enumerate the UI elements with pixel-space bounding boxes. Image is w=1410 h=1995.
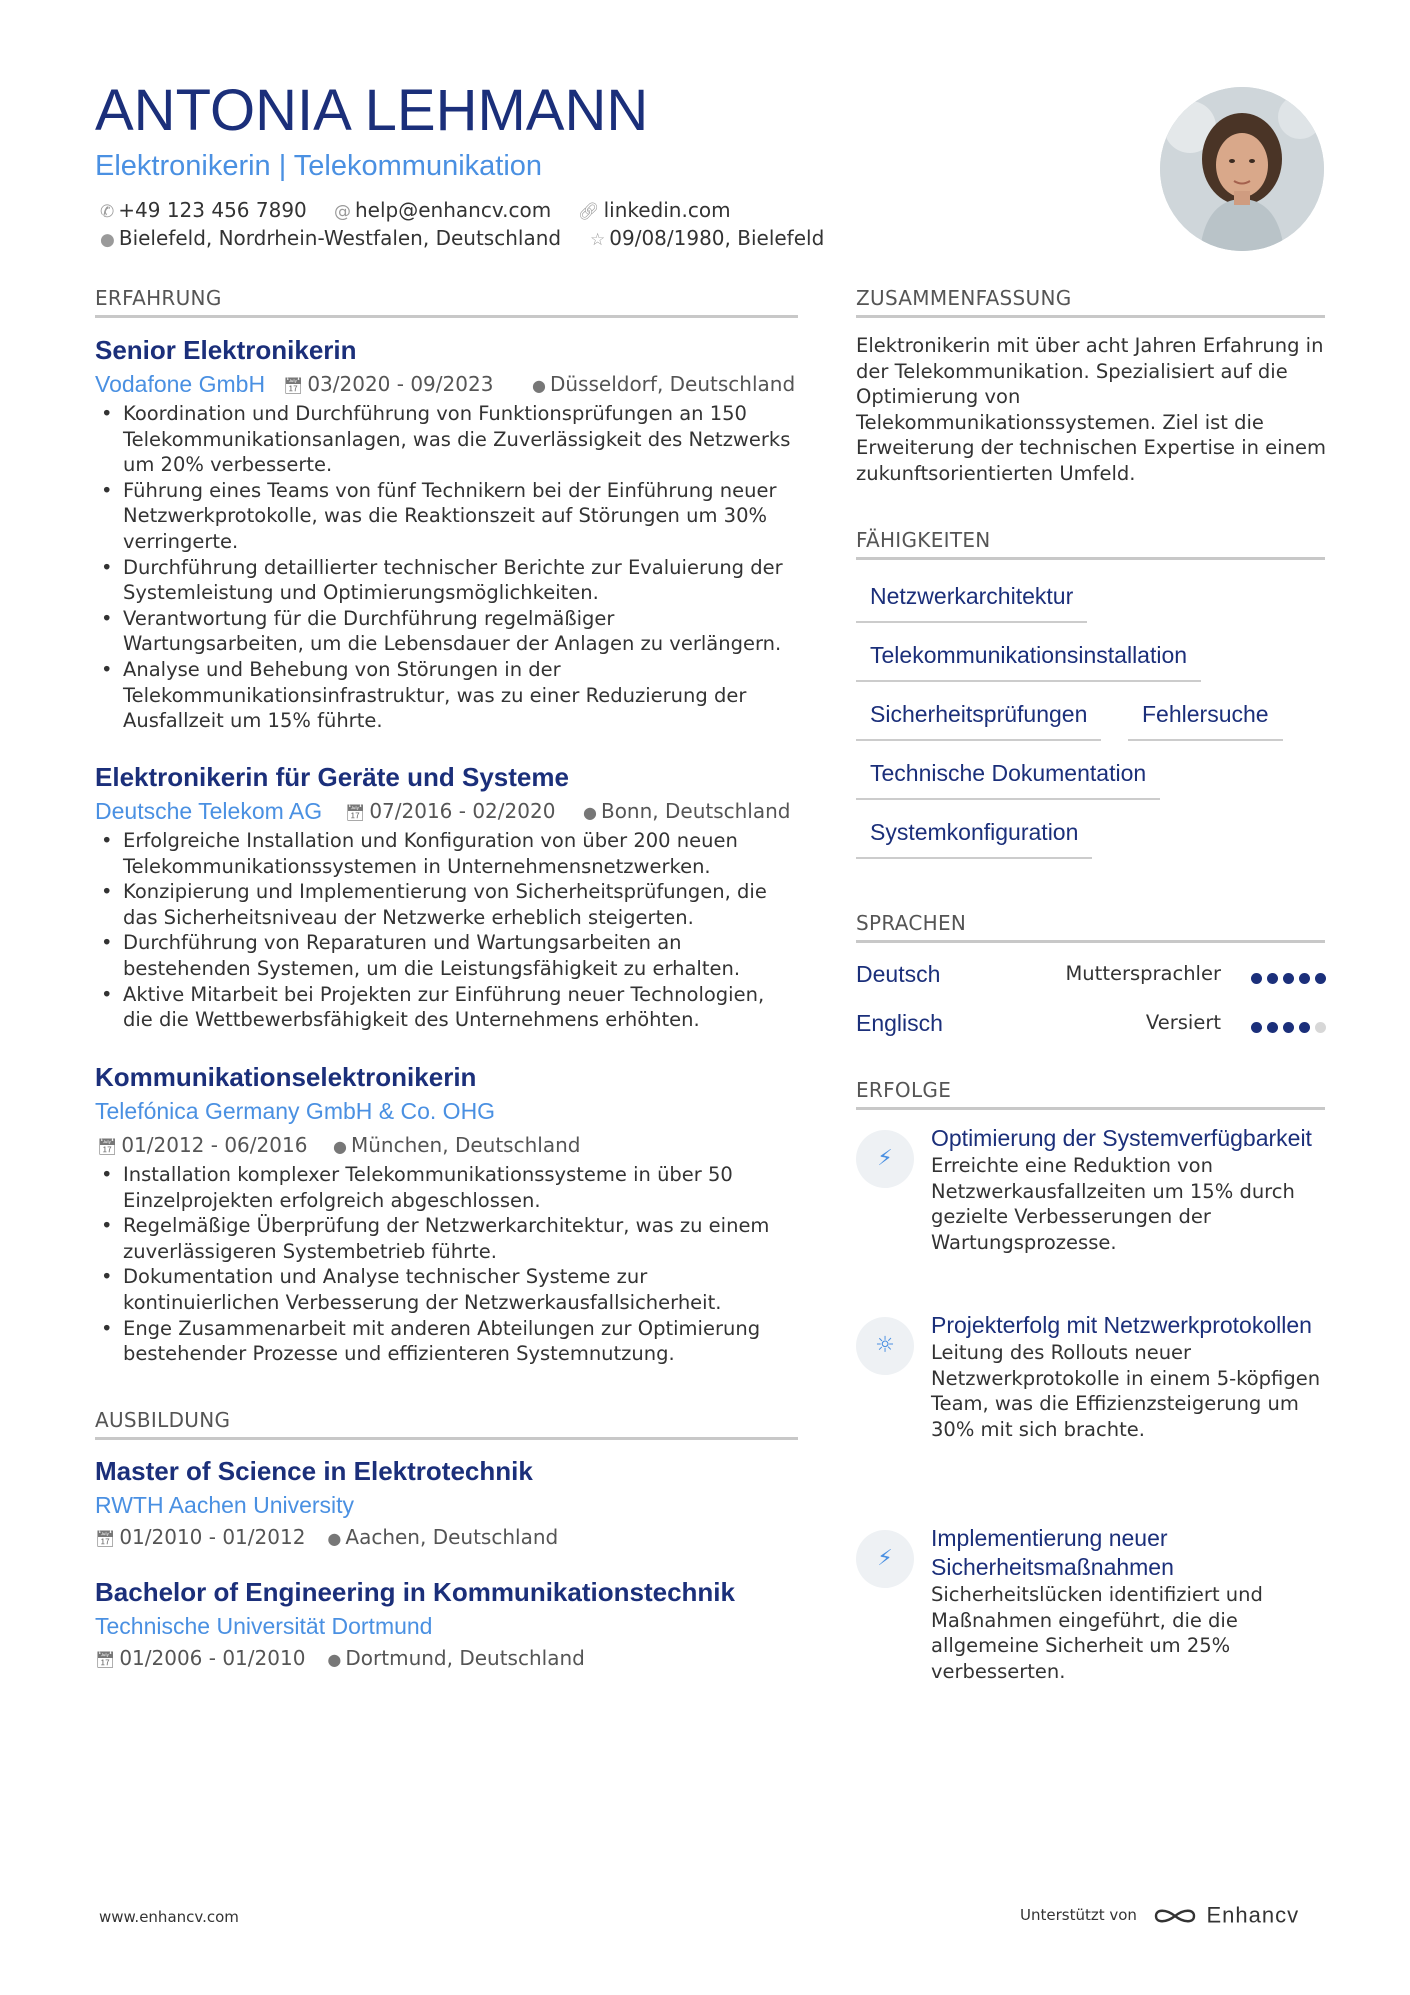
skill-tag: Systemkonfiguration — [856, 815, 1092, 859]
education-location: Aachen, Deutschland — [345, 1525, 559, 1549]
achievement-title: Projekterfolg mit Netzwerkprotokollen — [931, 1312, 1312, 1338]
lightbulb-icon: ☼ — [856, 1317, 914, 1375]
job-3 — [95, 1060, 800, 1367]
education-meta — [95, 1643, 800, 1675]
language-row — [856, 957, 1326, 991]
rating-dot-filled — [1251, 1022, 1262, 1033]
job-dates-text: 07/2016 - 02/2020 — [369, 799, 556, 823]
rating-dot-filled — [1251, 973, 1262, 984]
rating-dot-empty — [1315, 1022, 1326, 1033]
language-level: Muttersprachler — [1065, 962, 1221, 985]
job-bullet: • Erfolgreiche Installation und Konfiguration von über 200 neuen Telekommunikationssystemen in Unternehmensnetzwerken. — [95, 828, 800, 879]
section-summary-header: ZUSAMMENFASSUNG — [856, 285, 1325, 318]
job-meta — [95, 367, 800, 401]
job-location — [532, 367, 795, 403]
job-bullet: • Installation komplexer Telekommunikationssysteme in über 50 Einzelprojekten erfolgreich abgeschlossen. — [95, 1162, 800, 1213]
job-location — [333, 1128, 580, 1164]
candidate-name: ANTONIA LEHMANN — [95, 78, 649, 143]
calendar-icon: 📅︎ — [345, 803, 366, 822]
language-level: Versiert — [1145, 1011, 1221, 1034]
section-languages-header: SPRACHEN — [856, 910, 1325, 943]
at-icon: @ — [334, 202, 351, 222]
link-icon: 🔗︎ — [578, 202, 600, 222]
school-name: Technische Universität Dortmund — [95, 1613, 433, 1639]
job-dates — [345, 794, 555, 830]
email-text[interactable]: help@enhancv.com — [355, 198, 552, 222]
email-item[interactable] — [334, 196, 551, 226]
job-bullet: • Dokumentation und Analyse technischer Systeme zur kontinuierlichen Verbesserung der Netzwerkausfallsicherheit. — [95, 1264, 800, 1315]
phone-text: +49 123 456 7890 — [118, 198, 307, 222]
job-bullet: • Durchführung detaillierter technischer Berichte zur Evaluierung der Systemleistung und Optimierungsmöglichkeiten. — [95, 555, 800, 606]
achievement-3 — [856, 1524, 1326, 1684]
enhancv-logo-icon — [1152, 1905, 1198, 1927]
location-text: Bielefeld, Nordrhein-Westfalen, Deutschland — [118, 226, 562, 250]
job-1 — [95, 333, 800, 734]
job-meta — [95, 794, 800, 828]
job-bullets — [95, 1162, 800, 1367]
job-bullet: • Aktive Mitarbeit bei Projekten zur Einführung neuer Technologien, die die Wettbewerbsfähigkeit des Unternehmens erhöhten. — [95, 982, 800, 1033]
education-2 — [95, 1575, 800, 1675]
language-name: Englisch — [856, 1010, 943, 1036]
location-pin-icon: ● — [583, 803, 597, 822]
location-pin-icon: ● — [327, 1650, 342, 1669]
job-location-text: Bonn, Deutschland — [600, 799, 791, 823]
location-pin-icon: ● — [333, 1137, 347, 1156]
skill-tag: Telekommunikationsinstallation — [856, 638, 1201, 682]
location-pin-icon: ● — [327, 1529, 342, 1548]
job-location-text: Düsseldorf, Deutschland — [549, 372, 796, 396]
rating-dot-filled — [1283, 973, 1294, 984]
candidate-title: Elektronikerin | Telekommunikation — [95, 150, 543, 182]
achievement-desc: Sicherheitslücken identifiziert und Maßnahmen eingeführt, die die allgemeine Sicherheit um 25% verbesserten. — [931, 1583, 1263, 1683]
achievement-1 — [856, 1124, 1326, 1255]
profile-photo — [1160, 87, 1324, 251]
rating-dot-filled — [1299, 1022, 1310, 1033]
language-rating — [1246, 969, 1326, 981]
achievement-desc: Leitung des Rollouts neuer Netzwerkprotokolle in einem 5-köpfigen Team, was die Effizienzsteigerung um 30% mit sich brachte. — [931, 1341, 1321, 1441]
section-experience-header: ERFAHRUNG — [95, 285, 798, 318]
job-bullets — [95, 828, 800, 1033]
job-bullet: • Enge Zusammenarbeit mit anderen Abteilungen zur Optimierung bestehender Prozesse und effizienteren Systemnutzung. — [95, 1316, 800, 1367]
skill-tag: Sicherheitsprüfungen — [856, 697, 1101, 741]
job-bullet: • Durchführung von Reparaturen und Wartungsarbeiten an bestehenden Systemen, um die Leistungsfähigkeit zu erhalten. — [95, 930, 800, 981]
education-meta — [95, 1522, 800, 1554]
footer-website[interactable]: www.enhancv.com — [99, 1908, 239, 1926]
job-dates — [283, 367, 493, 403]
education-1 — [95, 1454, 800, 1554]
job-title: Elektronikerin für Geräte und Systeme — [95, 762, 569, 792]
summary-text: Elektronikerin mit über acht Jahren Erfahrung in der Telekommunikation. Spezialisiert auf die Optimierung von Telekommunikationssystemen. Ziel ist die Erweiterung der technischen Expertise in einem zukunftsorientierten Umfeld. — [856, 334, 1326, 485]
powered-by-text: Unterstützt von — [1020, 1906, 1137, 1924]
rating-dot-filled — [1283, 1022, 1294, 1033]
brand-name: Enhancv — [1206, 1902, 1300, 1928]
achievement-2 — [856, 1311, 1326, 1442]
phone-icon: ✆ — [100, 202, 115, 222]
job-2 — [95, 760, 800, 1033]
job-bullet: • Konzipierung und Implementierung von Sicherheitsprüfungen, die das Sicherheitsniveau der Netzwerke erheblich steigerten. — [95, 879, 800, 930]
job-bullet: • Führung eines Teams von fünf Technikern bei der Einführung neuer Netzwerkprotokolle, was die Reaktionszeit auf Störungen um 30% verringerte. — [95, 478, 800, 555]
job-meta-2 — [95, 1128, 800, 1162]
job-location-text: München, Deutschland — [350, 1133, 581, 1157]
education-location: Dortmund, Deutschland — [345, 1646, 585, 1670]
degree-title: Bachelor of Engineering in Kommunikationstechnik — [95, 1577, 735, 1607]
achievement-title: Implementierung neuer Sicherheitsmaßnahmen — [931, 1525, 1174, 1580]
profile-photo-image — [1160, 87, 1324, 251]
bolt-icon: ⚡︎ — [856, 1130, 914, 1188]
job-title: Senior Elektronikerin — [95, 335, 357, 365]
phone-item — [100, 196, 307, 226]
language-name: Deutsch — [856, 961, 941, 987]
star-icon: ☆ — [590, 230, 606, 250]
skill-tag: Fehlersuche — [1128, 697, 1283, 741]
birth-item — [590, 224, 824, 254]
location-item — [100, 224, 561, 254]
job-bullet: • Regelmäßige Überprüfung der Netzwerkarchitektur, was zu einem zuverlässigeren Systembetrieb führte. — [95, 1213, 800, 1264]
calendar-icon: 📅︎ — [95, 1529, 116, 1548]
school-name: RWTH Aachen University — [95, 1492, 355, 1518]
education-dates: 01/2006 - 01/2010 — [119, 1646, 306, 1670]
job-location — [583, 794, 791, 830]
job-dates-text: 03/2020 - 09/2023 — [307, 372, 494, 396]
linkedin-text[interactable]: linkedin.com — [603, 198, 731, 222]
job-bullet: • Analyse und Behebung von Störungen in der Telekommunikationsinfrastruktur, was zu einer Reduzierung der Ausfallzeit um 15% führte. — [95, 657, 800, 734]
skill-tag: Netzwerkarchitektur — [856, 579, 1087, 623]
job-bullet: • Koordination und Durchführung von Funktionsprüfungen an 150 Telekommunikationsanlagen, was die Zuverlässigkeit des Netzwerks um 20% verbesserte. — [95, 401, 800, 478]
achievement-desc: Erreichte eine Reduktion von Netzwerkausfallzeiten um 15% durch gezielte Verbesserungen der Wartungsprozesse. — [931, 1154, 1295, 1254]
calendar-icon: 📅︎ — [283, 376, 304, 395]
achievement-title: Optimierung der Systemverfügbarkeit — [931, 1125, 1312, 1151]
language-row — [856, 1006, 1326, 1040]
company-name: Deutsche Telekom AG — [95, 798, 323, 824]
section-achievements-header: ERFOLGE — [856, 1077, 1325, 1110]
rating-dot-filled — [1315, 973, 1326, 984]
company-name: Vodafone GmbH — [95, 371, 266, 397]
location-pin-icon: ● — [100, 230, 115, 250]
degree-title: Master of Science in Elektrotechnik — [95, 1456, 533, 1486]
rating-dot-filled — [1267, 1022, 1278, 1033]
linkedin-item[interactable] — [578, 196, 731, 226]
job-dates — [97, 1128, 307, 1164]
location-pin-icon: ● — [532, 376, 546, 395]
job-title: Kommunikationselektronikerin — [95, 1062, 477, 1092]
job-bullet: • Verantwortung für die Durchführung regelmäßiger Wartungsarbeiten, um die Lebensdauer der Anlagen zu verlängern. — [95, 606, 800, 657]
rating-dot-filled — [1267, 973, 1278, 984]
education-dates: 01/2010 - 01/2012 — [119, 1525, 306, 1549]
calendar-icon: 📅︎ — [95, 1650, 116, 1669]
rating-dot-filled — [1299, 973, 1310, 984]
bolt-icon: ⚡︎ — [856, 1530, 914, 1588]
job-bullets — [95, 401, 800, 734]
company-name: Telefónica Germany GmbH & Co. OHG — [95, 1098, 496, 1124]
language-rating — [1246, 1018, 1326, 1030]
calendar-icon: 📅︎ — [97, 1137, 118, 1156]
section-education-header: AUSBILDUNG — [95, 1407, 798, 1440]
footer-powered-by — [1020, 1900, 1299, 1930]
skill-tag: Technische Dokumentation — [856, 756, 1160, 800]
job-dates-text: 01/2012 - 06/2016 — [121, 1133, 308, 1157]
section-skills-header: FÄHIGKEITEN — [856, 527, 1325, 560]
job-meta — [95, 1094, 800, 1128]
birth-text: 09/08/1980, Bielefeld — [609, 226, 825, 250]
